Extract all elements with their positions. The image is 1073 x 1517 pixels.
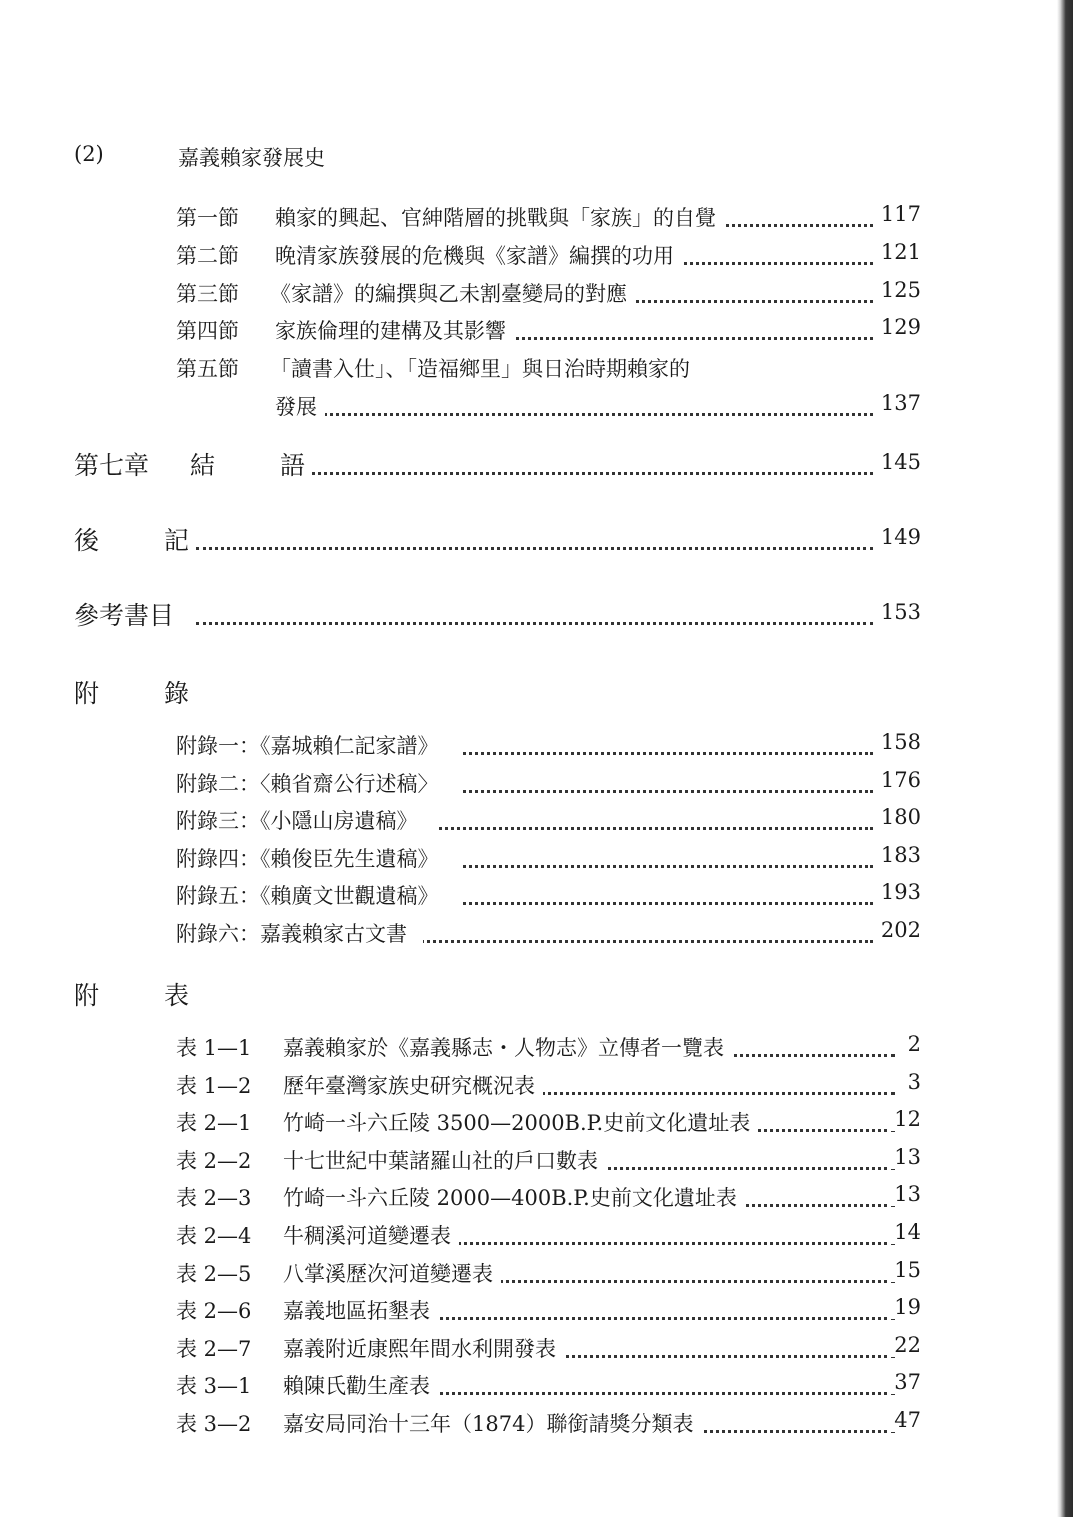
table-label: 表 3—1 (176, 1374, 252, 1398)
toc-entry-table[interactable] (0, 1295, 1073, 1329)
table-title: 竹崎一斗六丘陵 2000—400B.P.史前文化遺址表 (283, 1182, 745, 1212)
page-ref: 3 (904, 1070, 921, 1094)
table-title: 賴陳氏勸生產表 (283, 1370, 438, 1400)
toc-entry-section-1[interactable] (0, 202, 1073, 236)
table-label: 表 1—2 (176, 1074, 252, 1098)
table-label: 表 2—2 (176, 1149, 252, 1173)
tables-heading-char-1: 附 (74, 981, 100, 1010)
appendix-label: 附錄五： (176, 884, 260, 908)
page-ref: 37 (890, 1370, 921, 1394)
toc-entry-appendix-5[interactable] (0, 880, 1073, 914)
bibliography-label: 參考書目 (74, 596, 176, 632)
page-ref: 176 (877, 768, 921, 792)
page-ref: 153 (877, 600, 921, 624)
page-ref: 13 (890, 1145, 921, 1169)
appendix-label: 附錄四： (176, 847, 260, 871)
table-title: 歷年臺灣家族史研究概況表 (283, 1070, 543, 1100)
appendix-label: 附錄三： (176, 809, 260, 833)
table-title: 嘉安局同治十三年（1874）聯銜請獎分類表 (283, 1408, 701, 1438)
toc-entry-chapter-7[interactable] (0, 446, 1073, 484)
section-label: 第三節 (176, 282, 239, 306)
afterword-char-1: 後 (74, 526, 100, 555)
page-ref: 47 (890, 1408, 921, 1432)
toc-entry-afterword[interactable] (0, 521, 1073, 559)
toc-entry-bibliography[interactable] (0, 596, 1073, 634)
toc-entry-table[interactable] (0, 1070, 1073, 1104)
appendix-entry-text (176, 843, 463, 873)
chapter-title-char-1: 結 (190, 451, 216, 480)
section-label: 第五節 (176, 357, 239, 381)
tables-heading-char-2: 表 (164, 981, 190, 1010)
toc-entry-appendix-2[interactable] (0, 768, 1073, 802)
table-label: 表 2—6 (176, 1299, 252, 1323)
appendix-label: 附錄一： (176, 734, 260, 758)
page-ref: 137 (877, 391, 921, 415)
appendix-label: 附錄六： (176, 922, 260, 946)
dot-leader (312, 472, 873, 475)
section-label: 第一節 (176, 206, 239, 230)
appendix-title: 《小隱山房遺稿》 (260, 809, 418, 833)
dot-leader (196, 547, 873, 550)
appendix-entry-text (176, 730, 463, 760)
table-title: 十七世紀中葉諸羅山社的戶口數表 (283, 1145, 606, 1175)
table-label: 表 2—3 (176, 1186, 252, 1210)
toc-entry-appendix-1[interactable] (0, 730, 1073, 764)
toc-entry-appendix-4[interactable] (0, 843, 1073, 877)
book-title: 嘉義賴家發展史 (178, 146, 325, 170)
section-title: 家族倫理的建構及其影響 (275, 315, 514, 345)
appendix-heading-char-1: 附 (74, 679, 100, 708)
dot-leader (275, 413, 873, 416)
table-label: 表 2—7 (176, 1337, 252, 1361)
table-title: 八掌溪歷次河道變遷表 (283, 1258, 501, 1288)
toc-entry-section-4[interactable] (0, 315, 1073, 349)
appendix-entry-text (176, 805, 438, 835)
page-ref: 14 (890, 1220, 921, 1244)
toc-entry-section-2[interactable] (0, 240, 1073, 274)
table-label: 表 2—4 (176, 1224, 252, 1248)
toc-entry-section-5[interactable] (0, 353, 1073, 387)
page-ref: 183 (877, 843, 921, 867)
page-ref: 19 (890, 1295, 921, 1319)
tables-heading (0, 976, 1073, 1014)
toc-entry-table[interactable] (0, 1107, 1073, 1141)
table-title: 嘉義附近康熙年間水利開發表 (283, 1333, 564, 1363)
toc-entry-table[interactable] (0, 1220, 1073, 1254)
dot-leader (196, 622, 873, 625)
page-ref: 202 (877, 918, 921, 942)
page-ref: 129 (877, 315, 921, 339)
toc-entry-table[interactable] (0, 1182, 1073, 1216)
appendix-title: 《賴廣文世觀遺稿》 (260, 884, 439, 908)
section-title: 《家譜》的編撰與乙未割臺變局的對應 (270, 278, 635, 308)
appendix-title: 〈賴省齋公行述稿〉 (260, 772, 439, 796)
section-title: 「讀書入仕」、「造福鄉里」與日治時期賴家的 (270, 353, 698, 383)
page-ref: 117 (877, 202, 921, 226)
toc-entry-appendix-3[interactable] (0, 805, 1073, 839)
page-ref: 121 (877, 240, 921, 264)
section-title: 晚清家族發展的危機與《家譜》編撰的功用 (275, 240, 682, 270)
table-label: 表 2—1 (176, 1111, 252, 1135)
page-ref: 193 (877, 880, 921, 904)
section-label: 第四節 (176, 319, 239, 343)
appendix-heading (0, 674, 1073, 712)
toc-entry-section-5-continued[interactable] (0, 391, 1073, 425)
page-ref: 158 (877, 730, 921, 754)
toc-entry-table[interactable] (0, 1408, 1073, 1442)
toc-entry-table[interactable] (0, 1333, 1073, 1367)
chapter-label: 第七章 (74, 451, 150, 480)
section-title-continued: 發展 (275, 391, 325, 421)
table-label: 表 1—1 (176, 1036, 252, 1060)
page-ref: 12 (890, 1107, 921, 1131)
section-title: 賴家的興起、官紳階層的挑戰與「家族」的自覺 (275, 202, 724, 232)
page-number: (2) (74, 142, 104, 166)
appendix-entry-text (176, 880, 463, 910)
table-title: 嘉義地區拓墾表 (283, 1295, 438, 1325)
appendix-entry-text (176, 918, 423, 948)
page-ref: 145 (877, 450, 921, 474)
appendix-heading-char-2: 錄 (164, 679, 190, 708)
appendix-title: 嘉義賴家古文書 (260, 922, 407, 946)
page-ref: 149 (877, 525, 921, 549)
table-label: 表 2—5 (176, 1262, 252, 1286)
page-ref: 22 (890, 1333, 921, 1357)
afterword-char-2: 記 (164, 521, 191, 557)
page-ref: 180 (877, 805, 921, 829)
page-ref: 13 (890, 1182, 921, 1206)
section-label: 第二節 (176, 244, 239, 268)
toc-entry-table[interactable] (0, 1032, 1073, 1066)
toc-entry-appendix-6[interactable] (0, 918, 1073, 952)
toc-entry-table[interactable] (0, 1258, 1073, 1292)
page-ref: 125 (877, 278, 921, 302)
table-title: 嘉義賴家於《嘉義縣志・人物志》立傳者一覽表 (283, 1032, 732, 1062)
chapter-title-char-2: 語 (280, 446, 309, 482)
toc-entry-table[interactable] (0, 1370, 1073, 1404)
appendix-title: 《賴俊臣先生遺稿》 (260, 847, 439, 871)
appendix-entry-text (176, 768, 463, 798)
table-title: 竹崎一斗六丘陵 3500—2000B.P.史前文化遺址表 (283, 1107, 758, 1137)
appendix-label: 附錄二： (176, 772, 260, 796)
toc-entry-section-3[interactable] (0, 278, 1073, 312)
appendix-title: 《嘉城賴仁記家譜》 (260, 734, 439, 758)
toc-entry-table[interactable] (0, 1145, 1073, 1179)
table-title: 牛稠溪河道變遷表 (283, 1220, 459, 1250)
page-ref: 15 (890, 1258, 921, 1282)
page-ref: 2 (904, 1032, 921, 1056)
table-label: 表 3—2 (176, 1412, 252, 1436)
